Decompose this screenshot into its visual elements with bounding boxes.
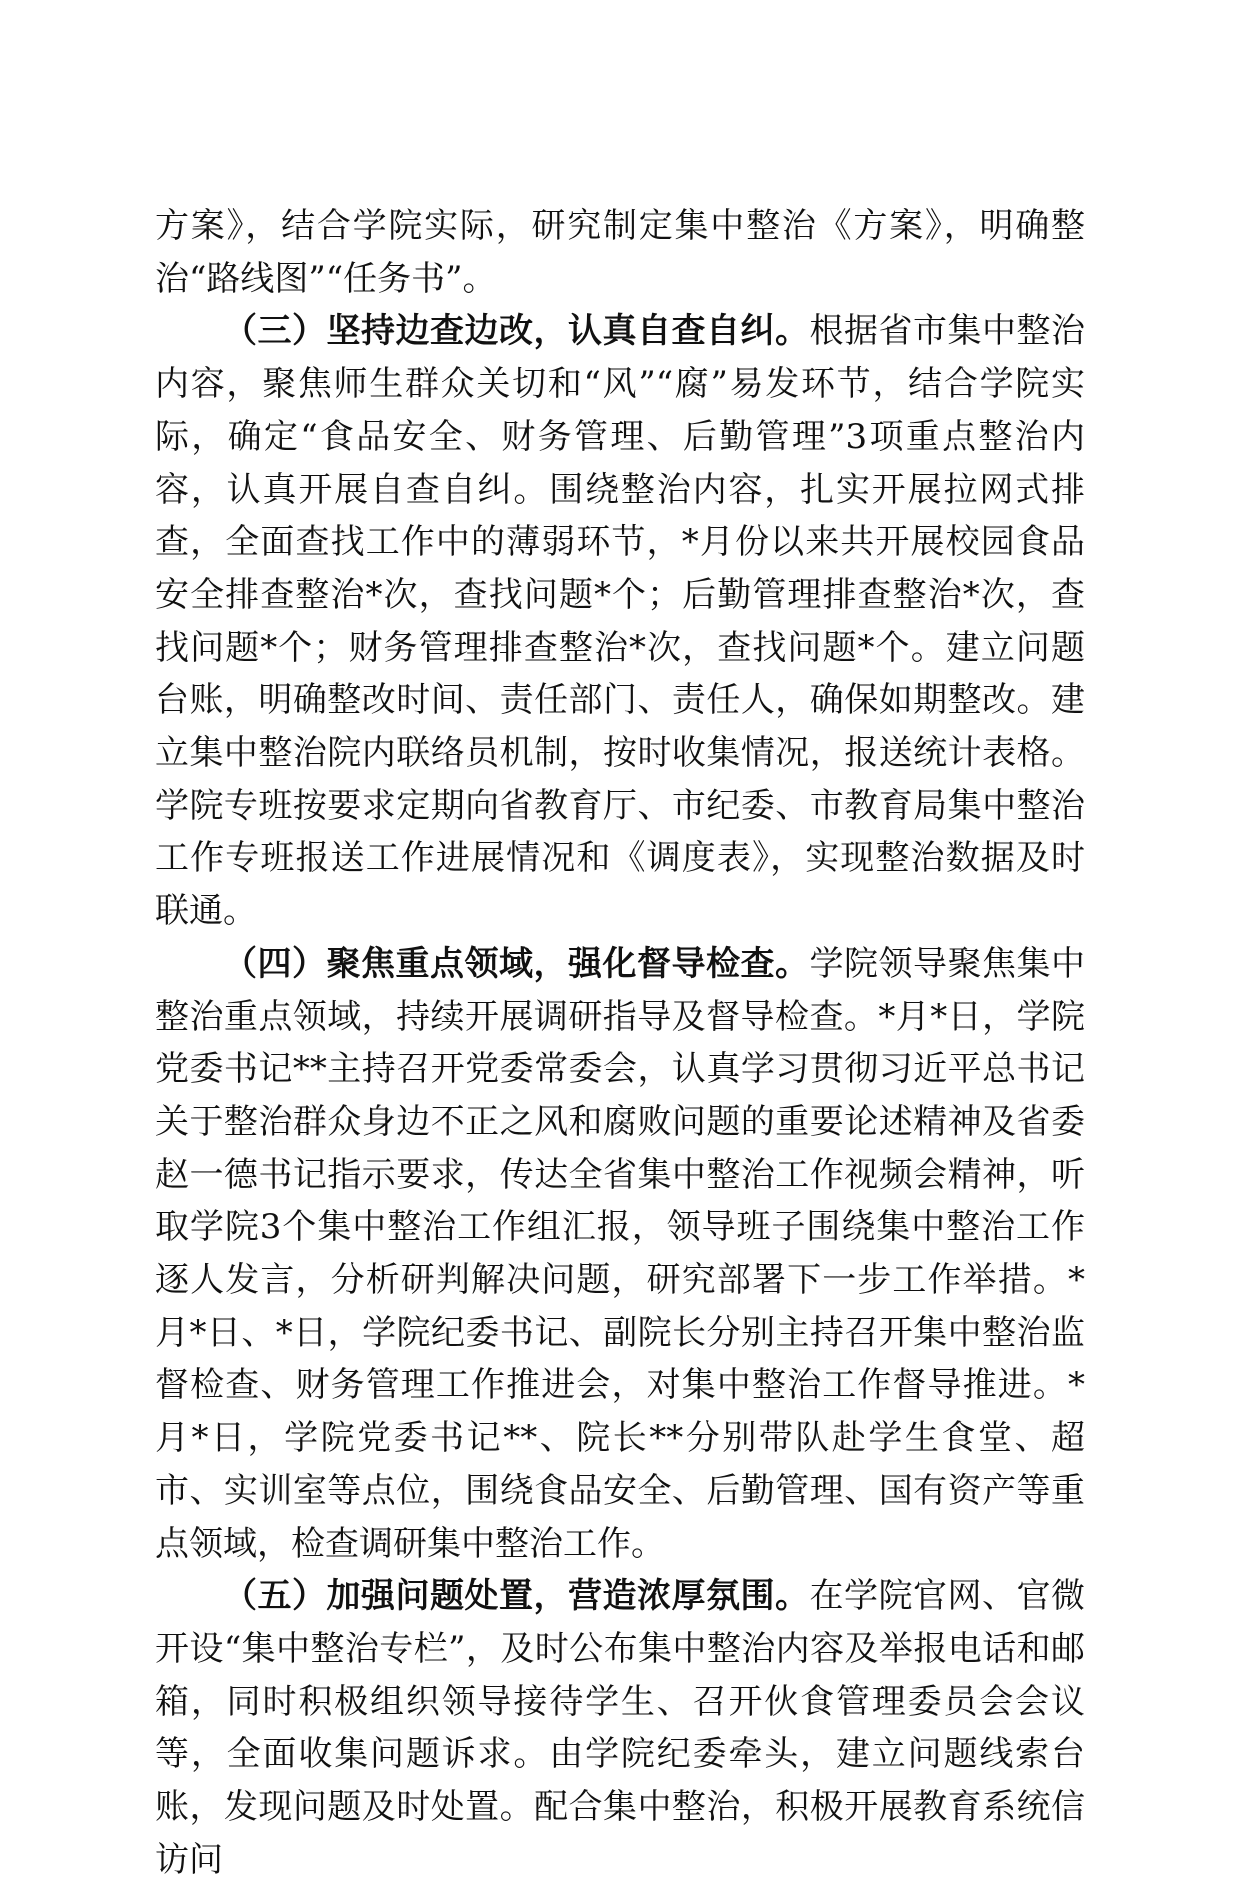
section-heading: （三）坚持边查边改，认真自查自纠。 [223,311,810,352]
paragraph-section-5 [155,1570,1085,1886]
paragraph-body: 在学院官网、官微开设“集中整治专栏”，及时公布集中整治内容及举报电话和邮箱，同时积极组织领导接待学生、召开伙食管理委员会会议等，全面收集问题诉求。由学院纪委牵头，建立问题线索台账，发现问题及时处置。配合集中整治，积极开展教育系统信访问 [155,1576,1085,1880]
paragraph-body: 方案》，结合学院实际，研究制定集中整治《方案》，明确整治“路线图”“任务书”。 [155,206,1085,299]
paragraph-section-4 [155,938,1085,1570]
document-page [155,200,1085,1887]
section-heading: （五）加强问题处置，营造浓厚氛围。 [223,1576,810,1617]
paragraph-section-3 [155,305,1085,937]
section-heading: （四）聚焦重点领域，强化督导检查。 [223,943,810,984]
paragraph-body: 根据省市集中整治内容，聚焦师生群众关切和“风”“腐”易发环节，结合学院实际，确定“食品安全、财务管理、后勤管理”3项重点整治内容，认真开展自查自纠。围绕整治内容，扎实开展拉网式排查，全面查找工作中的薄弱环节，*月份以来共开展校园食品安全排查整治*次，查找问题*个；后勤管理排查整治*次，查找问题*个；财务管理排查整治*次，查找问题*个。建立问题台账，明确整改时间、责任部门、责任人，确保如期整改。建立集中整治院内联络员机制，按时收集情况，报送统计表格。学院专班按要求定期向省教育厅、市纪委、市教育局集中整治工作专班报送工作进展情况和《调度表》，实现整治数据及时联通。 [155,311,1085,932]
paragraph-continuation [155,200,1085,305]
paragraph-body: 学院领导聚焦集中整治重点领域，持续开展调研指导及督导检查。*月*日，学院党委书记**主持召开党委常委会，认真学习贯彻习近平总书记关于整治群众身边不正之风和腐败问题的重要论述精神及省委赵一德书记指示要求，传达全省集中整治工作视频会精神，听取学院3个集中整治工作组汇报，领导班子围绕集中整治工作逐人发言，分析研判解决问题，研究部署下一步工作举措。*月*日、*日，学院纪委书记、副院长分别主持召开集中整治监督检查、财务管理工作推进会，对集中整治工作督导推进。*月*日，学院党委书记**、院长**分别带队赴学生食堂、超市、实训室等点位，围绕食品安全、后勤管理、国有资产等重点领域，检查调研集中整治工作。 [155,943,1085,1564]
